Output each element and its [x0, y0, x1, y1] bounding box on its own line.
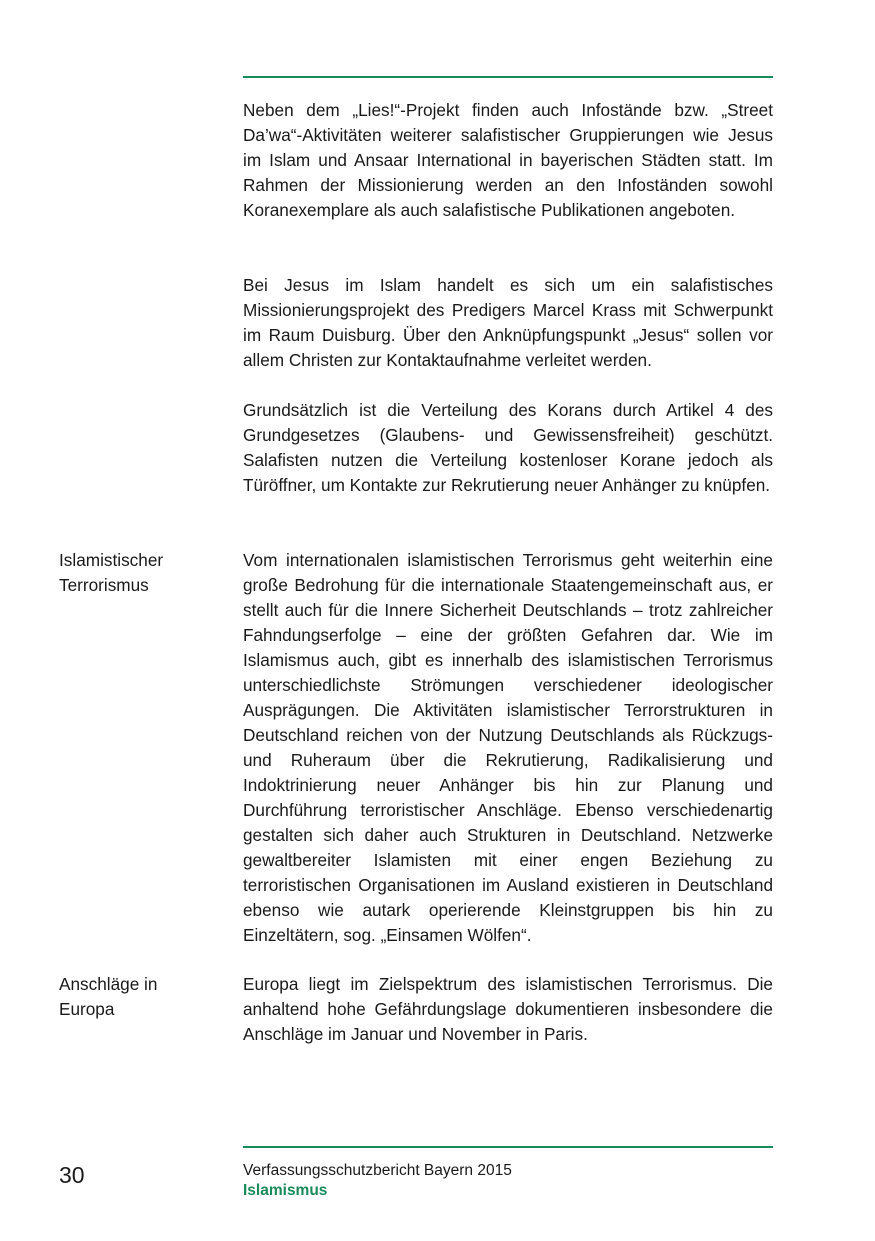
side-label-islamist-terrorism — [59, 548, 229, 598]
side-label-line: Europa — [59, 999, 115, 1019]
paragraph-koran-distribution: Grundsätzlich ist die Verteilung des Korans durch Artikel 4 des Grundgesetzes (Glaubens- und Gewissensfreiheit) geschützt. Salafisten nutzen die Verteilung kostenloser Korane jedoch als Türöffner, um Kontakte zur Rekrutierung neuer Anhänger zu knüpfen. — [243, 400, 773, 495]
footer-report-title: Verfassungsschutzbericht Bayern 2015 — [243, 1162, 512, 1179]
side-label-line: Islamistischer — [59, 550, 164, 570]
footer-rule — [243, 1146, 773, 1148]
paragraph-attacks-europe: Europa liegt im Zielspektrum des islamistischen Terrorismus. Die anhaltend hohe Gefährdungslage dokumentieren insbesondere die Anschläge im Januar und November in Paris. — [243, 974, 773, 1044]
side-label-line: Terrorismus — [59, 575, 149, 595]
header-rule — [243, 76, 773, 78]
footer-section-name: Islamismus — [243, 1182, 328, 1199]
side-label-attacks-europe — [59, 972, 229, 1022]
paragraph-lies-project: Neben dem „Lies!“-Projekt finden auch Infostände bzw. „Street Da’wa“-Aktivitäten weiterer salafistischer Gruppierungen wie Jesus im Islam und Ansaar International in bayerischen Städten statt. Im Rahmen der Missionierung werden an den Infoständen sowohl Koranexemplare als auch salafistische Publikationen angeboten. — [243, 100, 773, 220]
side-label-line: Anschläge in — [59, 974, 158, 994]
page-number: 30 — [59, 1162, 85, 1188]
paragraph-islamist-terrorism: Vom internationalen islamistischen Terrorismus geht weiterhin eine große Bedrohung für die internationale Staatengemeinschaft aus, er stellt auch für die Innere Sicherheit Deutschlands – trotz zahlreicher Fahndungserfolge – eine der größten Gefahren dar. Wie im Islamismus auch, gibt es innerhalb des islamistischen Terrorismus unterschiedlichste Strömungen verschiedener ideologischer Ausprägungen. Die Aktivitäten islamistischer Terrorstrukturen in Deutschland reichen von der Nutzung Deutschlands als Rückzugs- und Ruheraum über die Rekrutierung, Radikalisierung und Indoktrinierung neuer Anhänger bis hin zur Planung und Durchführung terroristischer Anschläge. Ebenso verschiedenartig gestalten sich daher auch Strukturen in Deutschland. Netzwerke gewaltbereiter Islamisten mit einer engen Beziehung zu terroristischen Organisationen im Ausland existieren in Deutschland ebenso wie autark operierende Kleinstgruppen bis hin zu Einzeltätern, sog. „Einsamen Wölfen“. — [243, 550, 773, 945]
paragraph-jesus-im-islam: Bei Jesus im Islam handelt es sich um ein salafistisches Missionierungsprojekt des Predigers Marcel Krass mit Schwerpunkt im Raum Duisburg. Über den Anknüpfungspunkt „Jesus“ sollen vor allem Christen zur Kontaktaufnahme verleitet werden. — [243, 275, 773, 370]
